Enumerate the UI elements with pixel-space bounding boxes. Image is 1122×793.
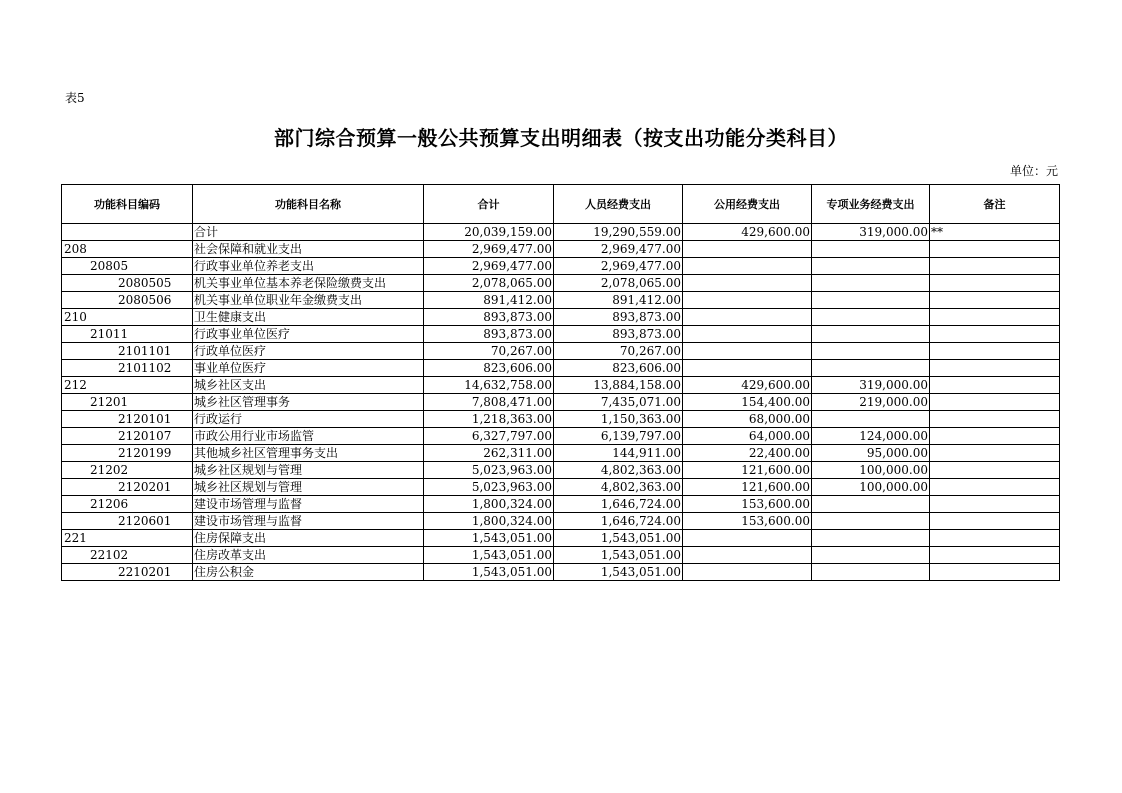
cell-special — [812, 326, 930, 343]
cell-name: 其他城乡社区管理事务支出 — [193, 445, 424, 462]
cell-note — [930, 428, 1060, 445]
cell-personnel: 13,884,158.00 — [554, 377, 683, 394]
cell-special — [812, 292, 930, 309]
cell-public: 429,600.00 — [683, 224, 812, 241]
column-header-name: 功能科目名称 — [193, 185, 424, 224]
cell-public: 68,000.00 — [683, 411, 812, 428]
table-row — [62, 377, 1060, 394]
cell-name: 建设市场管理与监督 — [193, 513, 424, 530]
cell-note — [930, 377, 1060, 394]
table-row — [62, 411, 1060, 428]
cell-note — [930, 309, 1060, 326]
cell-public — [683, 360, 812, 377]
cell-name: 社会保障和就业支出 — [193, 241, 424, 258]
cell-code: 2120601 — [62, 513, 193, 530]
table-body — [62, 224, 1060, 581]
table-row — [62, 343, 1060, 360]
cell-code: 2120107 — [62, 428, 193, 445]
cell-total: 893,873.00 — [424, 309, 554, 326]
table-row — [62, 496, 1060, 513]
cell-code: 2080505 — [62, 275, 193, 292]
cell-public — [683, 275, 812, 292]
unit-label: 单位：元 — [1009, 164, 1058, 178]
cell-personnel: 893,873.00 — [554, 309, 683, 326]
cell-total: 823,606.00 — [424, 360, 554, 377]
cell-personnel: 893,873.00 — [554, 326, 683, 343]
cell-total: 891,412.00 — [424, 292, 554, 309]
cell-special — [812, 343, 930, 360]
table-row — [62, 428, 1060, 445]
cell-personnel: 19,290,559.00 — [554, 224, 683, 241]
table-row — [62, 547, 1060, 564]
cell-personnel: 823,606.00 — [554, 360, 683, 377]
cell-personnel: 1,543,051.00 — [554, 547, 683, 564]
cell-note — [930, 479, 1060, 496]
cell-special — [812, 530, 930, 547]
cell-note — [930, 343, 1060, 360]
cell-code: 208 — [62, 241, 193, 258]
cell-special — [812, 496, 930, 513]
table-row — [62, 360, 1060, 377]
cell-name: 合计 — [193, 224, 424, 241]
column-header-public: 公用经费支出 — [683, 185, 812, 224]
table-row — [62, 309, 1060, 326]
cell-code: 2210201 — [62, 564, 193, 581]
cell-special: 319,000.00 — [812, 224, 930, 241]
cell-note — [930, 496, 1060, 513]
cell-public: 154,400.00 — [683, 394, 812, 411]
cell-total: 1,543,051.00 — [424, 530, 554, 547]
cell-public — [683, 530, 812, 547]
cell-name: 市政公用行业市场监管 — [193, 428, 424, 445]
cell-special: 124,000.00 — [812, 428, 930, 445]
cell-note — [930, 462, 1060, 479]
cell-code: 2101102 — [62, 360, 193, 377]
cell-public — [683, 292, 812, 309]
cell-special: 319,000.00 — [812, 377, 930, 394]
cell-personnel: 1,646,724.00 — [554, 513, 683, 530]
cell-note: ** — [930, 224, 1060, 241]
cell-public: 153,600.00 — [683, 513, 812, 530]
cell-public — [683, 343, 812, 360]
cell-personnel: 891,412.00 — [554, 292, 683, 309]
cell-code: 21011 — [62, 326, 193, 343]
cell-code: 2120101 — [62, 411, 193, 428]
cell-public: 121,600.00 — [683, 462, 812, 479]
cell-name: 行政运行 — [193, 411, 424, 428]
column-header-special: 专项业务经费支出 — [812, 185, 930, 224]
cell-public — [683, 309, 812, 326]
cell-note — [930, 513, 1060, 530]
cell-special: 100,000.00 — [812, 479, 930, 496]
cell-personnel: 4,802,363.00 — [554, 479, 683, 496]
cell-code: 2080506 — [62, 292, 193, 309]
cell-total: 1,543,051.00 — [424, 564, 554, 581]
cell-code: 210 — [62, 309, 193, 326]
cell-code — [62, 224, 193, 241]
cell-note — [930, 411, 1060, 428]
cell-name: 行政事业单位医疗 — [193, 326, 424, 343]
cell-special — [812, 547, 930, 564]
column-header-code: 功能科目编码 — [62, 185, 193, 224]
cell-personnel: 1,646,724.00 — [554, 496, 683, 513]
cell-public — [683, 241, 812, 258]
cell-total: 70,267.00 — [424, 343, 554, 360]
table-row — [62, 564, 1060, 581]
cell-special: 219,000.00 — [812, 394, 930, 411]
column-header-total: 合计 — [424, 185, 554, 224]
cell-name: 城乡社区规划与管理 — [193, 462, 424, 479]
cell-total: 5,023,963.00 — [424, 462, 554, 479]
cell-public: 64,000.00 — [683, 428, 812, 445]
table-row — [62, 462, 1060, 479]
cell-name: 事业单位医疗 — [193, 360, 424, 377]
cell-total: 20,039,159.00 — [424, 224, 554, 241]
cell-personnel: 1,150,363.00 — [554, 411, 683, 428]
cell-code: 2120199 — [62, 445, 193, 462]
cell-total: 1,800,324.00 — [424, 496, 554, 513]
cell-note — [930, 547, 1060, 564]
cell-public: 153,600.00 — [683, 496, 812, 513]
cell-personnel: 1,543,051.00 — [554, 530, 683, 547]
cell-name: 机关事业单位基本养老保险缴费支出 — [193, 275, 424, 292]
cell-code: 212 — [62, 377, 193, 394]
cell-personnel: 2,969,477.00 — [554, 258, 683, 275]
column-header-note: 备注 — [930, 185, 1060, 224]
cell-special: 100,000.00 — [812, 462, 930, 479]
cell-special — [812, 258, 930, 275]
cell-total: 1,800,324.00 — [424, 513, 554, 530]
cell-name: 卫生健康支出 — [193, 309, 424, 326]
cell-personnel: 7,435,071.00 — [554, 394, 683, 411]
cell-name: 建设市场管理与监督 — [193, 496, 424, 513]
cell-name: 城乡社区管理事务 — [193, 394, 424, 411]
cell-note — [930, 394, 1060, 411]
cell-note — [930, 258, 1060, 275]
cell-public — [683, 258, 812, 275]
column-header-personnel: 人员经费支出 — [554, 185, 683, 224]
cell-public — [683, 564, 812, 581]
cell-note — [930, 241, 1060, 258]
table-row — [62, 530, 1060, 547]
table-row — [62, 479, 1060, 496]
cell-special — [812, 564, 930, 581]
cell-name: 住房改革支出 — [193, 547, 424, 564]
cell-total: 2,969,477.00 — [424, 258, 554, 275]
cell-total: 2,078,065.00 — [424, 275, 554, 292]
cell-note — [930, 360, 1060, 377]
cell-total: 893,873.00 — [424, 326, 554, 343]
cell-total: 6,327,797.00 — [424, 428, 554, 445]
cell-name: 住房保障支出 — [193, 530, 424, 547]
cell-name: 住房公积金 — [193, 564, 424, 581]
cell-special — [812, 513, 930, 530]
cell-name: 机关事业单位职业年金缴费支出 — [193, 292, 424, 309]
cell-special — [812, 360, 930, 377]
cell-total: 14,632,758.00 — [424, 377, 554, 394]
table-row — [62, 513, 1060, 530]
cell-public: 429,600.00 — [683, 377, 812, 394]
table-row — [62, 445, 1060, 462]
cell-name: 城乡社区规划与管理 — [193, 479, 424, 496]
cell-code: 2101101 — [62, 343, 193, 360]
cell-total: 1,543,051.00 — [424, 547, 554, 564]
cell-name: 城乡社区支出 — [193, 377, 424, 394]
cell-special: 95,000.00 — [812, 445, 930, 462]
cell-public: 121,600.00 — [683, 479, 812, 496]
cell-personnel: 70,267.00 — [554, 343, 683, 360]
cell-total: 262,311.00 — [424, 445, 554, 462]
cell-public — [683, 547, 812, 564]
cell-note — [930, 445, 1060, 462]
cell-personnel: 4,802,363.00 — [554, 462, 683, 479]
cell-personnel: 6,139,797.00 — [554, 428, 683, 445]
cell-special — [812, 309, 930, 326]
cell-code: 21201 — [62, 394, 193, 411]
cell-special — [812, 411, 930, 428]
cell-code: 21206 — [62, 496, 193, 513]
table-row — [62, 258, 1060, 275]
cell-personnel: 2,969,477.00 — [554, 241, 683, 258]
cell-note — [930, 326, 1060, 343]
cell-public: 22,400.00 — [683, 445, 812, 462]
cell-total: 2,969,477.00 — [424, 241, 554, 258]
cell-total: 5,023,963.00 — [424, 479, 554, 496]
cell-special — [812, 241, 930, 258]
cell-code: 21202 — [62, 462, 193, 479]
budget-table — [61, 184, 1060, 581]
cell-note — [930, 275, 1060, 292]
cell-note — [930, 564, 1060, 581]
cell-code: 20805 — [62, 258, 193, 275]
cell-note — [930, 292, 1060, 309]
cell-name: 行政事业单位养老支出 — [193, 258, 424, 275]
cell-code: 2120201 — [62, 479, 193, 496]
cell-code: 22102 — [62, 547, 193, 564]
cell-public — [683, 326, 812, 343]
table-row — [62, 224, 1060, 241]
cell-code: 221 — [62, 530, 193, 547]
cell-total: 1,218,363.00 — [424, 411, 554, 428]
page-title: 部门综合预算一般公共预算支出明细表（按支出功能分类科目） — [274, 126, 848, 150]
table-row — [62, 292, 1060, 309]
table-number: 表5 — [65, 91, 85, 105]
cell-personnel: 144,911.00 — [554, 445, 683, 462]
cell-note — [930, 530, 1060, 547]
cell-name: 行政单位医疗 — [193, 343, 424, 360]
table-row — [62, 394, 1060, 411]
cell-total: 7,808,471.00 — [424, 394, 554, 411]
header-row — [62, 185, 1060, 224]
table-row — [62, 241, 1060, 258]
cell-personnel: 2,078,065.00 — [554, 275, 683, 292]
cell-special — [812, 275, 930, 292]
table-row — [62, 275, 1060, 292]
table-row — [62, 326, 1060, 343]
cell-personnel: 1,543,051.00 — [554, 564, 683, 581]
